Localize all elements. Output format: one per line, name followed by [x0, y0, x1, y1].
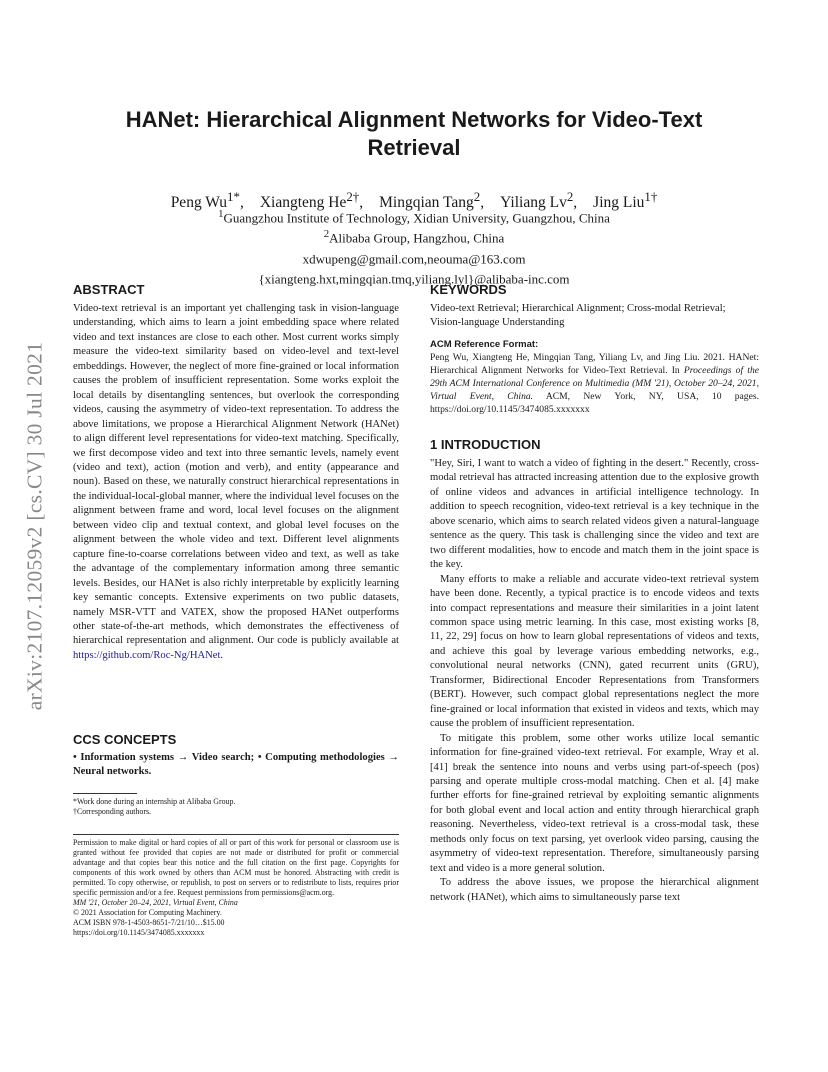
intro-paragraph-4: To address the above issues, we propose the hierarchical alignment network (HANet), which aims to simultaneously parse text — [430, 877, 759, 903]
intro-body — [430, 457, 759, 905]
arxiv-stamp-text: arXiv:2107.12059v2 [cs.CV] 30 Jul 2021 — [23, 341, 47, 711]
author-name: Peng Wu — [170, 194, 228, 212]
intro-paragraph-2: Many efforts to make a reliable and accurate video-text retrieval system have been done. Recently, a typical practice is to encode videos and texts into compact representations and measure their similarities in a joint latent common space using metric learning. In this case, most existing works [8, 11, 22, 29] focus on how to learn global representations of videos and texts, and achieve this goal by leverage various embedding networks, e.g., convolutional neural networks (CNN), gated recurrent units (GRU), Transformer, Bidirectional Encoder Representations from Transformers (BERT). However, such compact global representations neglect the more fine-grained or local information that existed in videos and texts, which may cause the problem of insufficient representation. — [430, 573, 759, 730]
keywords-text: Video-text Retrieval; Hierarchical Alignment; Cross-modal Retrieval; Vision-language Understanding — [430, 303, 726, 329]
footnotes — [73, 797, 399, 817]
affiliation-text: xdwupeng@gmail.com,neouma@163.com — [302, 250, 526, 266]
footnote-divider — [73, 793, 137, 794]
arxiv-stamp — [23, 292, 47, 760]
affiliation-line — [90, 226, 738, 246]
author: Yiliang Lv$^2$, — [500, 189, 578, 212]
venue-line: MM '21, October 20–24, 2021, Virtual Event, China — [73, 898, 238, 907]
intro-heading: 1 INTRODUCTION — [430, 437, 541, 452]
affiliation-mark: 2 — [323, 228, 330, 241]
affiliation-text: {xiangteng.hxt,mingqian.tmq,yiliang.lyl}@alibaba-inc.com — [258, 271, 570, 287]
author: Xiangteng $He^{2\dagger}$, — [259, 189, 364, 212]
author: Mingqian Tang$^2$, — [379, 189, 485, 212]
copyright-line: © 2021 Association for Computing Machinery. — [73, 908, 222, 917]
author-name: Yiliang Lv — [500, 194, 567, 212]
footnote-internship: *Work done during an internship at Alibaba Group. — [73, 797, 236, 806]
affiliation-line — [90, 247, 738, 267]
paper-title: HANet: Hierarchical Alignment Networks for Video-Text Retrieval — [125, 107, 703, 160]
acm-ref-venue: Proceedings of the 29th ACM International Conference on Multimedia (MM '21), October 20–24, 2021, Virtual Event, China. — [430, 365, 759, 402]
ccs-text: • Information systems → Video search; • Computing methodologies → Neural networks. — [73, 752, 399, 778]
author-affiliation-mark: 2† — [346, 189, 360, 204]
acm-ref-authors: Peng Wu, Xiangteng He, Mingqian Tang, Yiliang Lv, and Jing Liu. 2021. HANet: Hierarchical Alignment Networks for Video-Text Retrieval. In — [430, 352, 759, 376]
author-name: Mingqian Tang — [379, 194, 474, 212]
keywords-body — [430, 302, 759, 331]
author-affiliation-mark: 1* — [227, 189, 240, 204]
affiliation-mark: 1 — [218, 208, 224, 220]
ccs-heading: CCS CONCEPTS — [73, 732, 177, 747]
isbn-line: ACM ISBN 978-1-4503-8651-7/21/10…$15.00 — [73, 918, 225, 927]
footnote-corresponding: †Corresponding authors. — [73, 807, 152, 816]
author-affiliation-mark: 2 — [566, 189, 574, 204]
acm-ref-body — [430, 351, 759, 416]
intro-paragraph-3: To mitigate this problem, some other works utilize local semantic information for fine-grained video-text retrieval. For example, Wray et al. [41] break the sentence into nouns and verbs using part-of-speech (pos) parsing and operate multiple cross-modal matching. Chen et al. [4] make further efforts for fine-grained retrieval by exploiting semantic alignments for both global event and local action and entity through hierarchical graph reasoning. Nevertheless, video-text retrieval is a cross-modal task, these methods only focus on text parsing, yet overlook video parsing, causing the asymmetry of video-text representation. Therefore, simultaneously parsing text and video is a more general solution. — [430, 732, 759, 874]
intro-paragraph-1: "Hey, Siri, I want to watch a video of fighting in the desert." Recently, cross-modal retrieval has attracted increasing attention due to the explosive growth of online videos and advances in artificial intelligence technology. In addition to speech recognition, video-text retrieval is a key technique in the above scenario, which aims to search related videos given a natural-language sentence as the query. This task is challenging since the video and text are two different modalities, how to encode and match them in the joint space is the key. — [430, 458, 759, 571]
affiliation-text: Guangzhou Institute of Technology, Xidian University, Guangzhou, China — [223, 210, 610, 226]
author-name: Jing Liu — [593, 194, 645, 212]
permission-text: Permission to make digital or hard copies of all or part of this work for personal or classroom use is granted without fee provided that copies are not made or distributed for profit or commercial advantage and that copies bear this notice and the full citation on the first page. Copyrights for components of this work owned by others than ACM must be honored. Abstracting with credit is permitted. To copy otherwise, or republish, to post on servers or to redistribute to lists, requires prior specific permission and/or a fee. Request permissions from permissions@acm.org. — [73, 838, 399, 897]
author-affiliation-mark: 2 — [473, 189, 481, 204]
abstract-text: Video-text retrieval is an important yet challenging task in vision-language understanding, which aims to learn a joint embedding space where related video and text instances are close to each other. Most current works simply measure the video-text similarity based on video-level and text-level embeddings. However, the neglect of more fine-grained or local information causes the problem of insufficient representation. Some works exploit the local details by disentangling sentences, but overlook the corresponding videos, causing the asymmetry of video-text representation. To address the above limitations, we propose a Hierarchical Alignment Network (HANet) to align different level representations for video-text matching. Specifically, we first decompose video and text into three semantic levels, namely event (video and text), action (motion and verb), and entity (appearance and noun). Based on these, we naturally construct hierarchical representations in the individual-local-global manner, where the individual level focuses on the alignment between frame and word, local level focuses on the alignment between video clip and textual context, and global level focuses on the alignment between the whole video and text. Different level alignments capture fine-to-coarse correlations between video and text, as well as take the advantage of the complementary information among three semantic levels. Besides, our HANet is also richly interpretable by explicitly learning key semantic concepts. Extensive experiments on two public datasets, namely MSR-VTT and VATEX, show the proposed HANet outperforms other state-of-the-art methods, which demonstrates the effectiveness of hierarchical representation and alignment. Our code is publicly available at — [73, 303, 399, 647]
affiliation-line — [90, 267, 738, 287]
author-name: Xiangteng He — [259, 194, 347, 212]
acm-ref-rest: ACM, New York, NY, USA, 10 pages. https://doi.org/10.1145/3474085.xxxxxxx — [430, 391, 759, 415]
keywords-heading: KEYWORDS — [430, 282, 507, 297]
acm-ref-heading: ACM Reference Format: — [430, 339, 539, 350]
abstract-link-suffix: . — [220, 649, 224, 661]
author-affiliation-mark: 1† — [644, 189, 658, 204]
permission-divider — [73, 834, 399, 835]
affiliation-line — [90, 206, 738, 226]
abstract-body — [73, 302, 399, 663]
permission-block — [73, 838, 399, 938]
abstract-heading: ABSTRACT — [73, 282, 145, 297]
ccs-body — [73, 751, 399, 780]
doi-line: https://doi.org/10.1145/3474085.xxxxxxx — [73, 928, 205, 937]
affiliation-list — [90, 206, 738, 287]
author: Peng $Wu^{1*}$, — [170, 189, 244, 212]
affiliation-text: Alibaba Group, Hangzhou, China — [329, 230, 505, 246]
code-link[interactable]: https://github.com/Roc-Ng/HANet — [73, 649, 221, 661]
